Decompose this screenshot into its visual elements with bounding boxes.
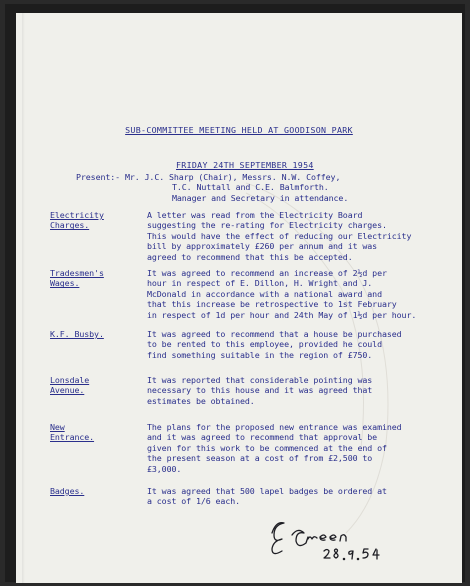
- minute-heading: Badges.: [50, 486, 85, 496]
- attendance-line: Manager and Secretary in attendance.: [172, 192, 349, 203]
- minute-heading: Tradesmen's Wages.: [50, 268, 104, 289]
- minute-body: It was reported that considerable pointing was necessary to this house and it was agreed that estimates be obtained.: [147, 375, 373, 406]
- minute-body: It was agreed to recommend an increase of 2½d per hour in respect of E. Dillon, H. Wright and J. McDonald in accordance with a national award and that this increase be retrospective to 1st February in respect of 1d per hour and 24th May of 1½d per hour.: [147, 268, 417, 320]
- minute-heading: K.F. Busby.: [50, 329, 104, 339]
- handwritten-signature: [266, 511, 406, 571]
- attendance-line: T.C. Nuttall and C.E. Balmforth.: [172, 182, 329, 193]
- minute-heading: Lonsdale Avenue.: [50, 375, 90, 396]
- minute-heading: Electricity Charges.: [50, 210, 104, 231]
- minute-body: It was agreed that 500 lapel badges be ordered at a cost of 1/6 each.: [147, 486, 387, 507]
- minute-body: A letter was read from the Electricity Board suggesting the re-rating for Electricity charges. This would have the effect of reducing our Electricity bill by approximately £260 per annum and it was agreed to recommend that this be accepted.: [147, 210, 412, 262]
- minute-heading: New Entrance.: [50, 422, 95, 443]
- document-page: [16, 13, 462, 583]
- meeting-date: FRIDAY 24TH SEPTEMBER 1954: [176, 160, 314, 170]
- minute-body: The plans for the proposed new entrance was examined and it was agreed to recommend that approval be given for this work to be commenced at the end of the present season at a cost of from £2,500 to £3,000.: [147, 422, 402, 474]
- attendance-block: [76, 172, 348, 203]
- minute-body: It was agreed to recommend that a house be purchased to be rented to this employee, provided he could find something suitable in the region of £750.: [147, 329, 402, 360]
- document-title: SUB-COMMITTEE MEETING HELD AT GOODISON PARK: [125, 125, 353, 135]
- minutes-document: [16, 13, 462, 583]
- attendance-line: Present:- Mr. J.C. Sharp (Chair), Messrs. N.W. Coffey,: [76, 172, 341, 182]
- scan-frame: [5, 4, 465, 582]
